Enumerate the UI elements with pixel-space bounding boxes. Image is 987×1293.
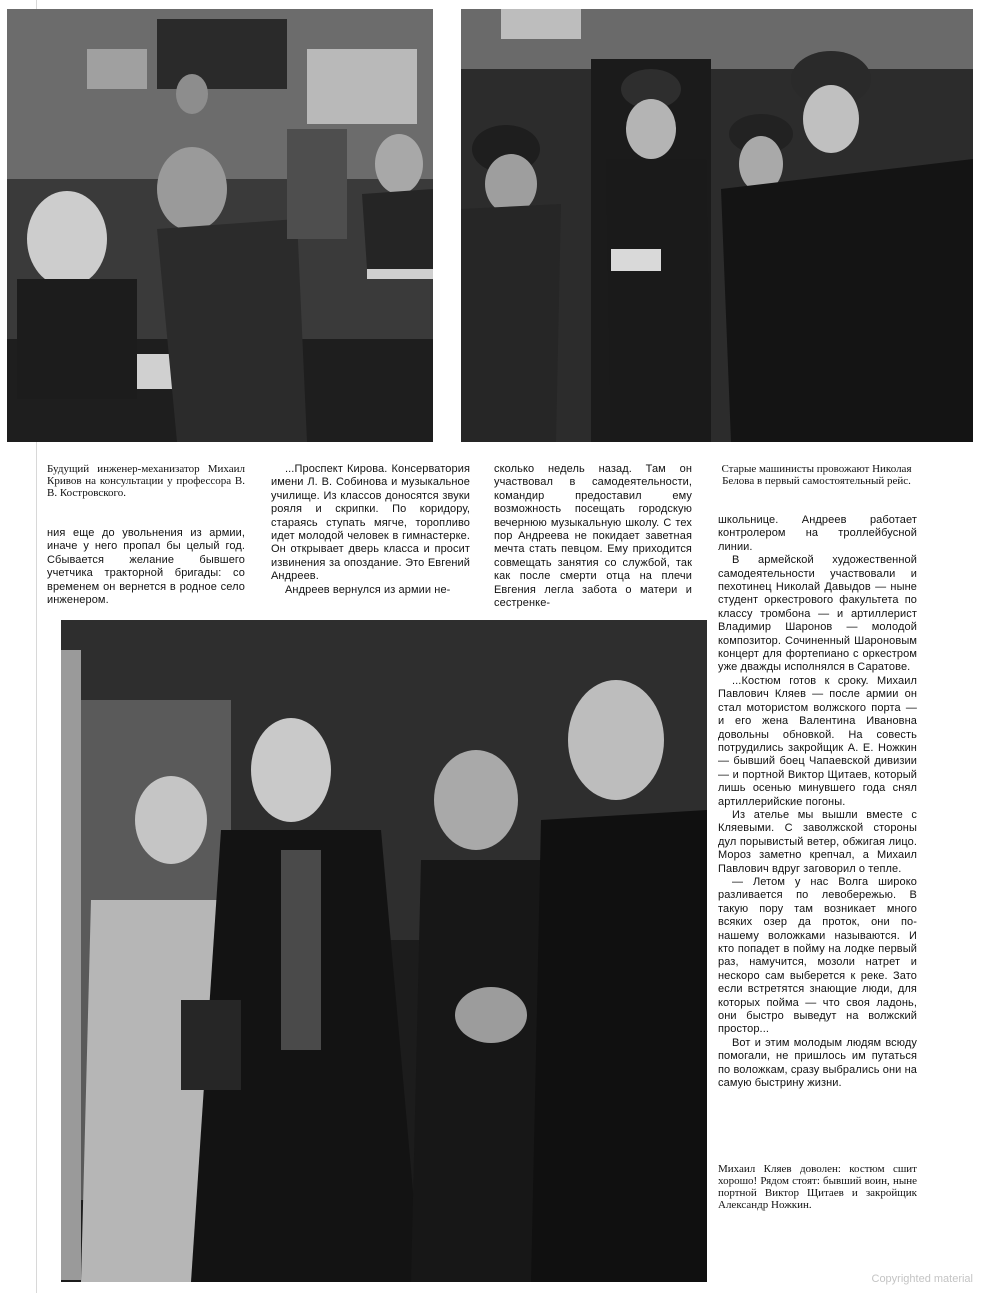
text-column-1: [47, 527, 245, 607]
text-column-2: [271, 463, 470, 597]
paragraph: Вот и этим молодым людям всюду помогали, не пришлось им путаться по воложкам, сразу выбрались они на самую быстрину жизни.: [718, 1036, 917, 1090]
paragraph: ...Костюм готов к сроку. Михаил Павлович Кляев — после армии он стал мотористом волжского порта — и его жена Валентина Ивановна довольны обновкой. На совесть потрудились закройщик А. Е. Ножкин — бывший боец Чапаевской дивизии — и портной Виктор Щитаев, который лишь осенью минувшего года снял артиллерийские погоны.: [718, 674, 917, 808]
paragraph: школьнице. Андреев работает контролером на троллейбусной линии.: [718, 514, 917, 553]
photo-machinists-farewell: [461, 9, 973, 442]
paragraph: В армейской художественной самодеятельности участвовали и пехотинец Николай Давыдов — ныне студент оркестрового факультета по классу тромбона — и артиллерист Владимир Шаронов — молодой композитор. Сочиненный Шароновым концерт для фортепиано с оркестром уже дважды исполнялся в Саратове.: [718, 554, 917, 674]
paragraph: Андреев вернулся из армии не-: [285, 583, 451, 596]
paragraph: ...Проспект Кирова. Консерватория имени Л. В. Собинова и музыкальное училище. Из классов доносятся звуки рояля и скрипки. По коридору, стараясь ступать мягче, торопливо идет молодой человек в гимнастерке. Он открывает дверь класса и просит извинения за опоздание. Это Евгений Андреев.: [271, 463, 470, 583]
paragraph: Из ателье мы вышли вместе с Кляевыми. С заволжской стороны дул порывистый ветер, обжигая лицо. Мороз заметно крепчал, а Михаил Павлович вдруг заговорил о тепле.: [718, 808, 917, 875]
paragraph: — Летом у нас Волга широко разливается по левобережью. В такую пору там возникает много всяких озер да проток, они по-нашему воложками называются. И кто попадет в пойму на лодке первый раз, намучится, мозоли натрет и нескоро сам выберется к реке. Зато если встретятся знающие люди, для которых пойма — что своя ладонь, они быстро выведут на волжский простор...: [718, 875, 917, 1036]
caption-top-right: Старые машинисты провожают Николая Белова в первый самостоятельный рейс.: [721, 463, 912, 487]
text-column-4: [718, 514, 917, 1090]
paragraph: сколько недель назад. Там он участвовал в самодеятельности, командир предоставил ему возможность посещать городскую вечернюю музыкальную школу. С тех пор Андреева не покидает заветная мечта стать певцом. Ему приходится совмещать занятия со службой, так как после смерти отца на плечи Евгения легла забота о матери и сестренке-: [494, 463, 692, 610]
caption-top-left: Будущий инженер-механизатор Михаил Кривов на консультации у профессора В. В. Костровского.: [47, 463, 245, 499]
photo-top-left-illustration: [7, 9, 433, 442]
photo-professor-consultation: [7, 9, 433, 442]
text-column-3: [494, 463, 692, 610]
caption-bottom: Михаил Кляев доволен: костюм сшит хорошо! Рядом стоят: бывший воин, ныне портной Виктор Щитаев и закройщик Александр Ножкин.: [718, 1163, 917, 1211]
photo-top-right-illustration: [461, 9, 973, 442]
paragraph: ния еще до увольнения из армии, иначе у него пропал бы целый год. Сбывается желание бывшего учетчика тракторной бригады: со временем он вернется в родное село инженером.: [47, 527, 245, 607]
photo-atelier-group: [61, 620, 707, 1282]
copyright-watermark: Copyrighted material: [871, 1273, 973, 1285]
photo-bottom-illustration: [61, 620, 707, 1282]
